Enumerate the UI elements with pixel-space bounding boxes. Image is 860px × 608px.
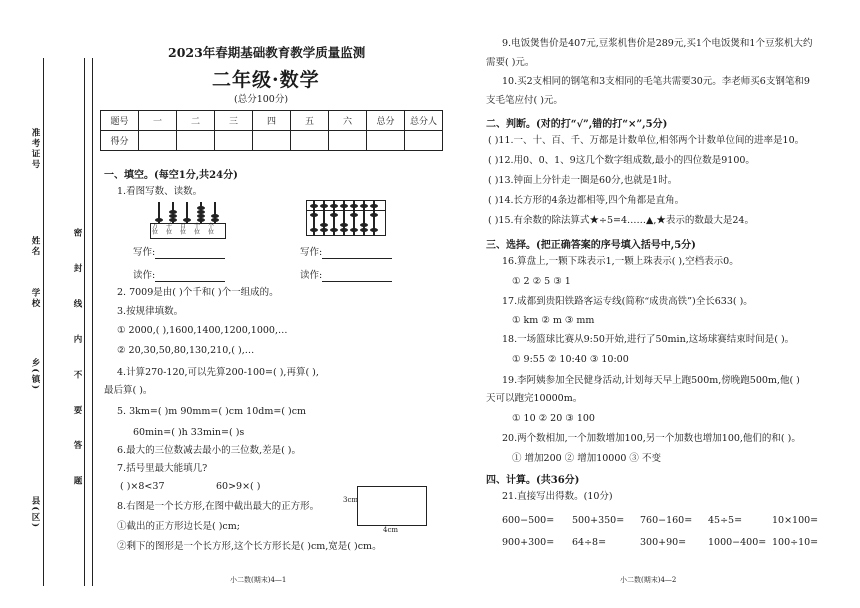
rectangle-figure <box>357 486 427 526</box>
write-label-1: 写作: <box>133 247 225 259</box>
q9b-text: 需要( )元。 <box>486 57 535 68</box>
score-input-cell[interactable] <box>367 131 405 151</box>
q19-text: 19.李阿姨参加全民健身活动,计划每天早上跑500m,傍晚跑500m,他( ) <box>502 375 800 386</box>
q18-text: 18.一场篮球比赛从9:50开始,进行了50min,这场球赛结束时间是( )。 <box>502 334 795 345</box>
score-cell: 二 <box>177 111 215 131</box>
section2-title: 二、判断。(对的打“√”,错的打“×”,5分) <box>486 119 668 130</box>
score-input-cell[interactable] <box>139 131 177 151</box>
q21-text: 21.直接写出得数。(10分) <box>502 491 613 502</box>
q17-options: ① km ② m ③ mm <box>512 315 595 326</box>
q7a-text: ( )×8<37 <box>120 481 165 492</box>
total-points: (总分100分) <box>234 94 289 105</box>
read-label-1: 读作: <box>133 270 225 282</box>
write-label-2: 写作: <box>300 247 392 259</box>
q3-text: 3.按规律填数。 <box>117 306 184 317</box>
section1-title: 一、填空。(每空1分,共24分) <box>104 170 238 181</box>
score-cell: 总分 <box>367 111 405 131</box>
margin-field-town: 乡(镇) <box>30 358 40 392</box>
margin-field-county: 县(区) <box>30 496 40 530</box>
calc-item: 600−500= <box>502 515 555 526</box>
calc-item: 1000−400= <box>708 537 767 548</box>
calc-item: 900+300= <box>502 537 555 548</box>
score-table-score-row <box>101 131 443 151</box>
q4b-text: 最后算( )。 <box>104 385 153 396</box>
score-cell: 得分 <box>101 131 139 151</box>
margin-field-name: 姓名 <box>30 236 40 257</box>
score-input-cell[interactable] <box>329 131 367 151</box>
margin-field-school: 学校 <box>30 288 40 309</box>
footer-right: 小二数(期末)4—2 <box>620 576 677 584</box>
margin-line-outer <box>43 58 44 586</box>
calc-item: 760−160= <box>640 515 693 526</box>
score-cell: 三 <box>215 111 253 131</box>
q5a-text: 5. 3km=( )m 90mm=( )cm 10dm=( )cm <box>117 406 307 417</box>
read-label-2: 读作: <box>300 270 392 282</box>
score-cell: 题号 <box>101 111 139 131</box>
section4-title: 四、计算。(共36分) <box>486 475 580 486</box>
abacus-label: 个位 <box>208 223 215 236</box>
abacus-label: 万位 <box>152 223 159 236</box>
section3-title: 三、选择。(把正确答案的序号填入括号中,5分) <box>486 240 696 251</box>
margin-line-3 <box>92 58 93 586</box>
q8-text: 8.右图是一个长方形,在图中截出最大的正方形。 <box>117 501 320 512</box>
q18-options: ① 9:55 ② 10:40 ③ 10:00 <box>512 354 629 365</box>
q20-options: ① 增加200 ② 增加10000 ③ 不变 <box>512 453 661 464</box>
score-input-cell[interactable] <box>291 131 329 151</box>
score-input-cell[interactable] <box>177 131 215 151</box>
footer-left: 小二数(期末)4—1 <box>230 576 287 584</box>
judge-item: ( )13.钟面上分针走一圈是60分,也就是1时。 <box>488 175 678 186</box>
score-cell: 五 <box>291 111 329 131</box>
q19b-text: 天可以跑完10000m。 <box>486 393 583 404</box>
q4-text: 4.计算270-120,可以先算200-100=( ),再算( ), <box>117 367 319 378</box>
q8b-text: ②剩下的图形是一个长方形,这个长方形长是( )cm,宽是( )cm。 <box>117 541 382 552</box>
abacus-label: 十位 <box>194 223 201 236</box>
q7-text: 7.括号里最大能填几? <box>117 463 208 474</box>
score-input-cell[interactable] <box>405 131 443 151</box>
calc-item: 45÷5= <box>708 515 743 526</box>
calc-item: 64÷8= <box>572 537 607 548</box>
q17-text: 17.成都到贵阳铁路客运专线(简称“成贵高铁”)全长633( )。 <box>502 296 753 307</box>
exam-title: 2023年春期基础教育教学质量监测 <box>168 45 366 60</box>
score-cell: 六 <box>329 111 367 131</box>
q3b-text: ② 20,30,50,80,130,210,( ),… <box>117 345 255 356</box>
q10b-text: 支毛笔应付( )元。 <box>486 95 563 106</box>
q9-text: 9.电饭煲售价是407元,豆浆机售价是289元,买1个电饭煲和1个豆浆机大约 <box>502 38 813 49</box>
q16-text: 16.算盘上,一颗下珠表示1,一颗上珠表示( ),空档表示0。 <box>502 256 739 267</box>
margin-line-inner <box>84 58 85 586</box>
seal-line-text: 密 封 线 内 不 要 答 题 <box>72 228 82 497</box>
calc-item: 300+90= <box>640 537 687 548</box>
q8a-text: ①截出的正方形边长是( )cm; <box>117 521 240 532</box>
judge-item: ( )11.一、十、百、千、万都是计数单位,相邻两个计数单位间的进率是10。 <box>488 135 805 146</box>
abacus-label: 百位 <box>180 223 187 236</box>
q2-text: 2. 7009是由( )个千和( )个一组成的。 <box>117 287 279 298</box>
q5b-text: 60min=( )h 33min=( )s <box>133 427 245 438</box>
q7b-text: 60>9×( ) <box>216 481 261 492</box>
abacus-label: 千位 <box>166 223 173 236</box>
q20-text: 20.两个数相加,一个加数增加100,另一个加数也增加100,他们的和( )。 <box>502 433 801 444</box>
calc-item: 500+350= <box>572 515 625 526</box>
margin-field-exam-id: 准考证号 <box>30 128 40 170</box>
score-input-cell[interactable] <box>253 131 291 151</box>
score-table <box>100 110 443 151</box>
read-answer-1[interactable] <box>155 271 225 282</box>
calc-item: 100÷10= <box>772 537 819 548</box>
q19-options: ① 10 ② 20 ③ 100 <box>512 413 595 424</box>
score-input-cell[interactable] <box>215 131 253 151</box>
score-cell: 一 <box>139 111 177 131</box>
q3a-text: ① 2000,( ),1600,1400,1200,1000,… <box>117 325 288 336</box>
q10-text: 10.买2支相同的钢笔和3支相同的毛笔共需要30元。李老师买6支钢笔和9 <box>502 76 810 87</box>
q6-text: 6.最大的三位数减去最小的三位数,差是( )。 <box>117 445 302 456</box>
calc-item: 10×100= <box>772 515 819 526</box>
read-answer-2[interactable] <box>322 271 392 282</box>
judge-item: ( )15.有余数的除法算式★÷5=4……▲,★表示的数最大是24。 <box>488 215 754 226</box>
rect-height-label: 3cm <box>343 496 359 504</box>
write-answer-2[interactable] <box>322 248 392 259</box>
write-answer-1[interactable] <box>155 248 225 259</box>
q1-text: 1.看图写数、读数。 <box>117 186 203 197</box>
rect-width-label: 4cm <box>383 526 399 534</box>
subject-title: 二年级·数学 <box>212 69 320 91</box>
abacus-simple <box>150 200 225 238</box>
score-cell: 总分人 <box>405 111 443 131</box>
right-page <box>450 0 860 608</box>
score-cell: 四 <box>253 111 291 131</box>
abacus-framed <box>306 200 386 236</box>
score-table-header-row <box>101 111 443 131</box>
q16-options: ① 2 ② 5 ③ 1 <box>512 276 571 287</box>
judge-item: ( )14.长方形的4条边都相等,四个角都是直角。 <box>488 195 685 206</box>
judge-item: ( )12.用0、0、1、9这几个数字组成数,最小的四位数是9100。 <box>488 155 755 166</box>
